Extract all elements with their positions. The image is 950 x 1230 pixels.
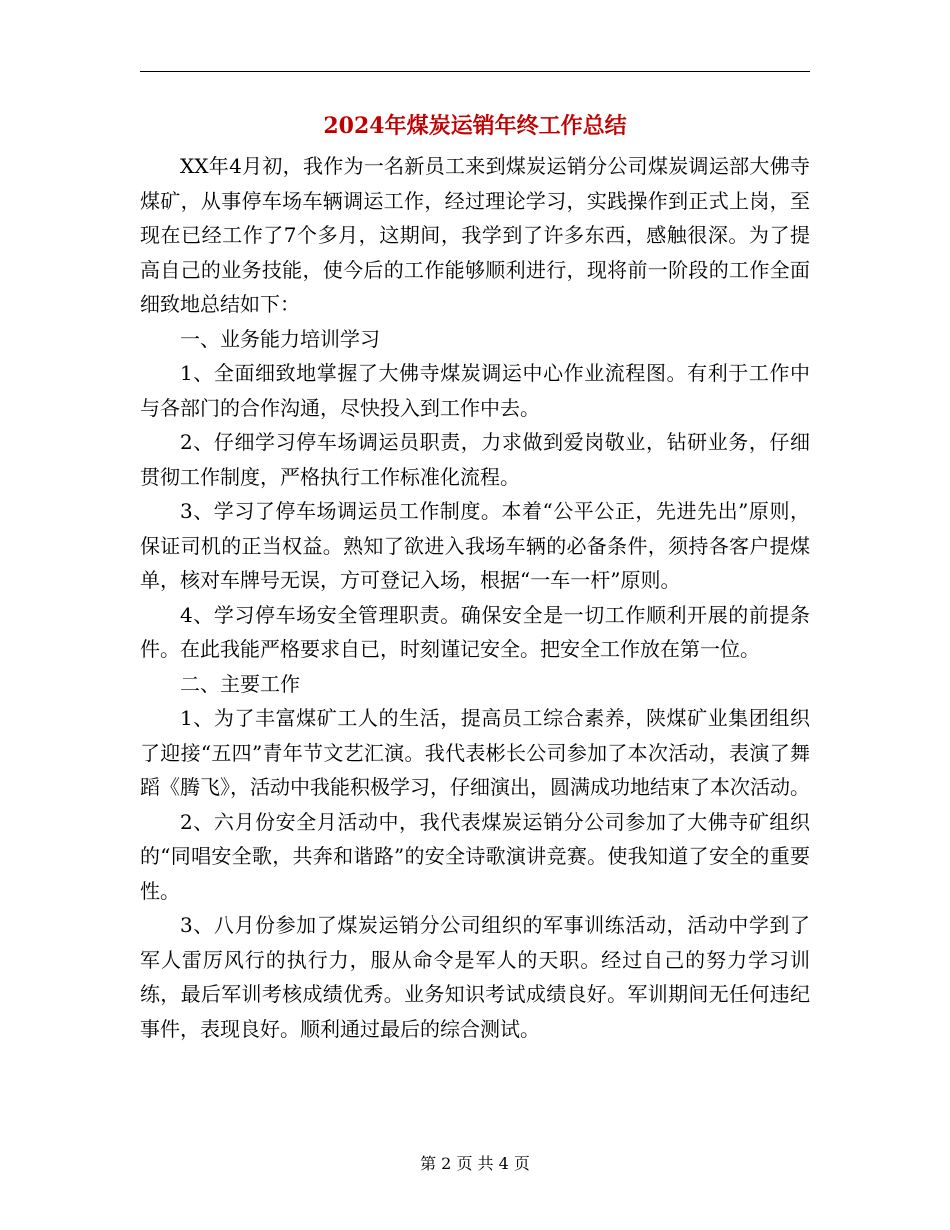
work-item-1: 1、为了丰富煤矿工人的生活，提高员工综合素养，陕煤矿业集团组织了迎接“五四”青年节文艺汇演。我代表彬长公司参加了本次活动，表演了舞蹈《腾飞》，活动中我能积极学习，仔细演出，圆满成功地结束了本次活动。 [140,706,810,799]
section-heading-training: 一、业务能力培训学习 [180,326,380,351]
work-item-3: 3、八月份参加了煤炭运销分公司组织的军事训练活动，活动中学到了军人雷厉风行的执行力，服从命令是军人的天职。经过自己的努力学习训练，最后军训考核成绩优秀。业务知识考试成绩良好。军训期间无任何违纪事件，表现良好。顺利通过最后的综合测试。 [140,913,810,1041]
document-title: 2024年煤炭运销年终工作总结 [323,113,627,139]
header-rule [140,71,810,72]
training-item-3: 3、学习了停车场调运员工作制度。本着“公平公正，先进先出”原则，保证司机的正当权益。熟知了欲进入我场车辆的必备条件，须持各客户提煤单，核对车牌号无误，方可登记入场，根据“一车一杆”原则。 [140,499,810,592]
document-body [140,149,810,1046]
training-item-2: 2、仔细学习停车场调运员职责，力求做到爱岗敬业，钻研业务，仔细贯彻工作制度，严格执行工作标准化流程。 [140,430,810,489]
training-item-4: 4、学习停车场安全管理职责。确保安全是一切工作顺利开展的前提条件。在此我能严格要求自已，时刻谨记安全。把安全工作放在第一位。 [140,602,810,661]
work-item-2: 2、六月份安全月活动中，我代表煤炭运销分公司参加了大佛寺矿组织的“同唱安全歌，共奔和谐路”的安全诗歌演讲竞赛。使我知道了安全的重要性。 [140,809,810,903]
intro-paragraph: XX年4月初，我作为一名新员工来到煤炭运销分公司煤炭调运部大佛寺煤矿，从事停车场车辆调运工作，经过理论学习，实践操作到正式上岗，至现在已经工作了7个多月，这期间，我学到了许多东西，感触很深。为了提高自己的业务技能，使今后的工作能够顺利进行，现将前一阶段的工作全面细致地总结如下： [140,154,810,316]
page-number: 第 2 页 共 4 页 [420,1154,530,1173]
section-heading-main-work: 二、主要工作 [180,671,300,696]
training-item-1: 1、全面细致地掌握了大佛寺煤炭调运中心作业流程图。有利于工作中与各部门的合作沟通，尽快投入到工作中去。 [140,361,810,420]
